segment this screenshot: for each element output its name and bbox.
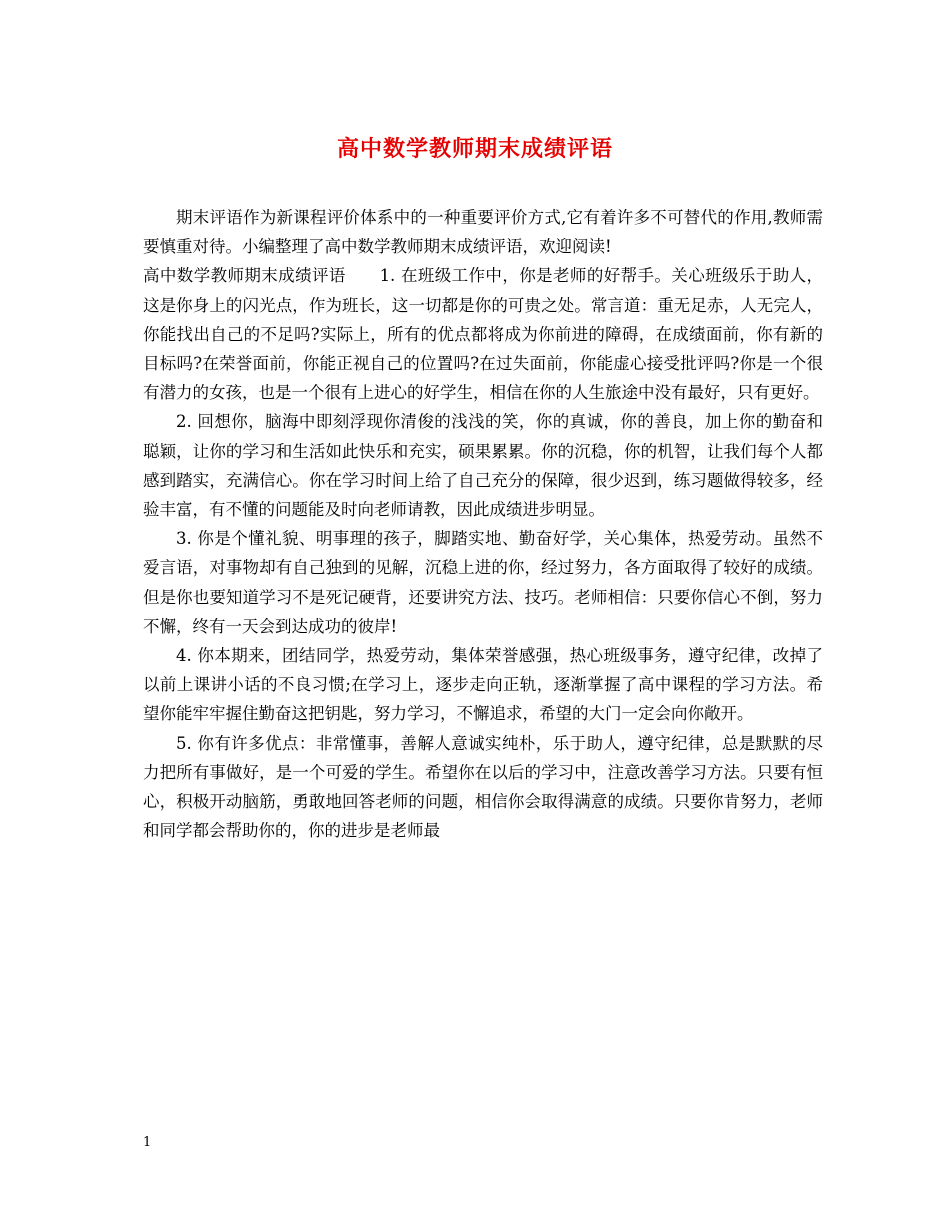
intro-paragraph: 期末评语作为新课程评价体系中的一种重要评价方式,它有着许多不可替代的作用,教师需要慎重对待。小编整理了高中数学教师期末成绩评语，欢迎阅读!: [143, 208, 823, 257]
comment-paragraph-2: 2. 回想你，脑海中即刻浮现你清俊的浅浅的笑，你的真诚，你的善良，加上你的勤奋和聪颖，让你的学习和生活如此快乐和充实，硕果累累。你的沉稳，你的机智，让我们每个人都感到踏实，充满信心。你在学习时间上给了自己充分的保障，很少迟到，练习题做得较多，经验丰富，有不懂的问题能及时向老师请教，因此成绩进步明显。: [143, 412, 823, 520]
comment-paragraph-1: 高中数学教师期末成绩评语 1. 在班级工作中，你是老师的好帮手。关心班级乐于助人，这是你身上的闪光点，作为班长，这一切都是你的可贵之处。常言道：重无足赤，人无完人，你能找出自己的不足吗?实际上，所有的优点都将成为你前进的障碍，在成绩面前，你有新的目标吗?在荣誉面前，你能正视自己的位置吗?在过失面前，你能虚心接受批评吗?你是一个很有潜力的女孩，也是一个很有上进心的好学生，相信在你的人生旅途中没有最好，只有更好。: [143, 266, 823, 403]
comment-paragraph-5: 5. 你有许多优点：非常懂事，善解人意诚实纯朴，乐于助人，遵守纪律，总是默默的尽力把所有事做好，是一个可爱的学生。希望你在以后的学习中，注意改善学习方法。只要有恒心，积极开动脑筋，勇敢地回答老师的问题，相信你会取得满意的成绩。只要你肯努力，老师和同学都会帮助你的，你的进步是老师最: [143, 733, 823, 841]
page-number: 1: [143, 1135, 152, 1150]
document-body: [143, 203, 823, 845]
comment-paragraph-4: 4. 你本期来，团结同学，热爱劳动，集体荣誉感强，热心班级事务，遵守纪律，改掉了以前上课讲小话的不良习惯;在学习上，逐步走向正轨，逐渐掌握了高中课程的学习方法。希望你能牢牢握住勤奋这把钥匙，努力学习，不懈追求，希望的大门一定会向你敞开。: [143, 646, 823, 724]
comment-paragraph-3: 3. 你是个懂礼貌、明事理的孩子，脚踏实地、勤奋好学，关心集体，热爱劳动。虽然不爱言语，对事物却有自己独到的见解，沉稳上进的你，经过努力，各方面取得了较好的成绩。但是你也要知道学习不是死记硬背，还要讲究方法、技巧。老师相信：只要你信心不倒，努力不懈，终有一天会到达成功的彼岸!: [143, 529, 823, 636]
document-title: 高中数学教师期末成绩评语: [336, 136, 613, 162]
